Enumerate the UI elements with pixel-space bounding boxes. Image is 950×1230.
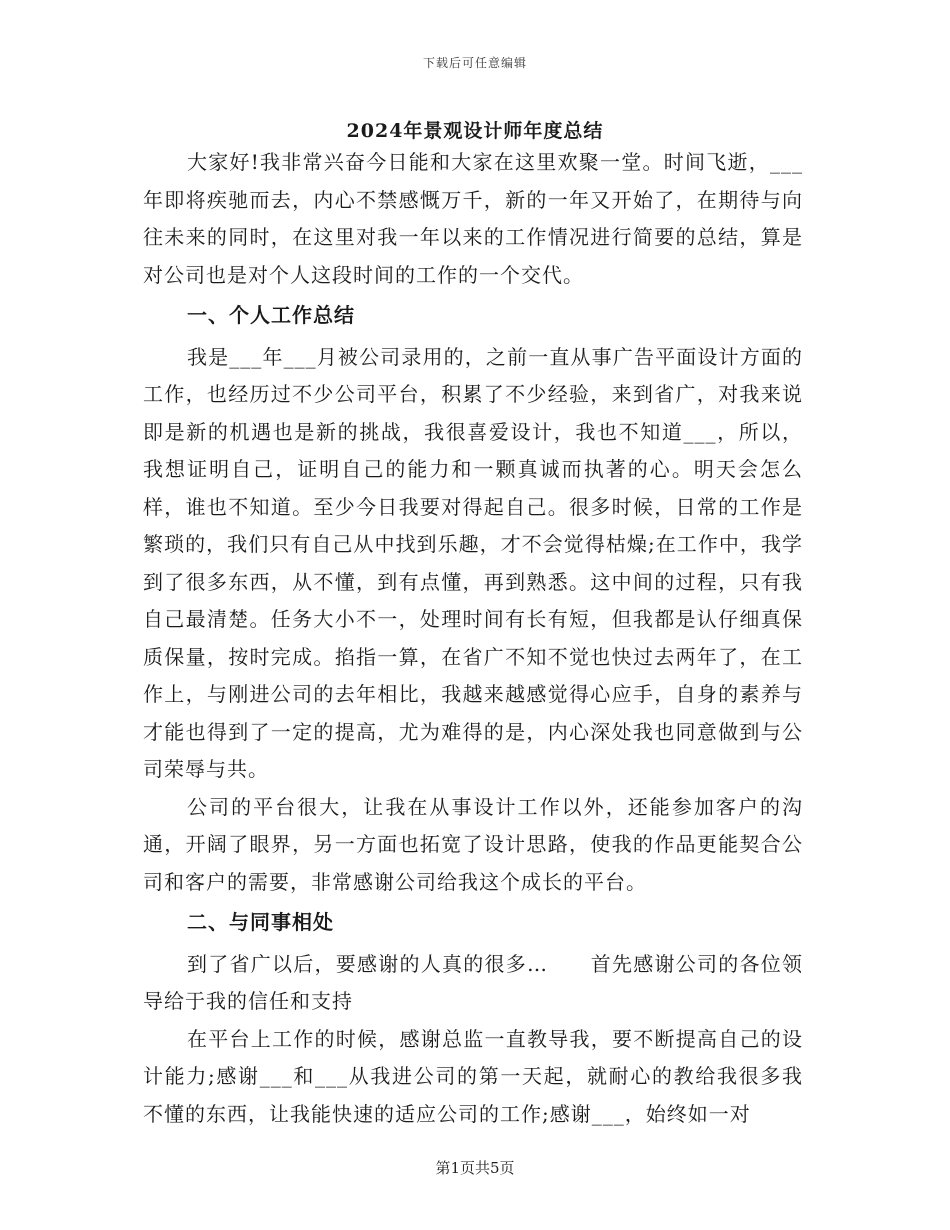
section-heading-personal-summary: 一、个人工作总结: [187, 303, 355, 327]
paragraph-personal-work: 我是___年___月被公司录用的，之前一直从事广告平面设计方面的工作，也经历过不少公司平台，积累了不少经验，来到省广，对我来说即是新的机遇也是新的挑战，我很喜爱设计，我也不知道___，所以，我想证明自己，证明自己的能力和一颗真诚而执著的心。明天会怎么样，谁也不知道。至少今日我要对得起自己。很多时候，日常的工作是繁琐的，我们只有自己从中找到乐趣，才不会觉得枯燥;在工作中，我学到了很多东西，从不懂，到有点懂，再到熟悉。这中间的过程，只有我自己最清楚。任务大小不一，处理时间有长有短，但我都是认仔细真保质保量，按时完成。掐指一算，在省广不知不觉也快过去两年了，在工作上，与刚进公司的去年相比，我越来越感觉得心应手，自身的素养与才能也得到了一定的提高，尤为难得的是，内心深处我也同意做到与公司荣辱与共。: [143, 344, 803, 781]
section-heading-colleagues: 二、与同事相处: [187, 910, 334, 934]
document-body: [143, 144, 803, 1133]
document-title: 2024年景观设计师年度总结: [346, 120, 604, 142]
paragraph-intro: 大家好!我非常兴奋今日能和大家在这里欢聚一堂。时间飞逝，___年即将疾驰而去，内心不禁感慨万千，新的一年又开始了，在期待与向往未来的同时，在这里对我一年以来的工作情况进行简要的总结，算是对公司也是对个人这段时间的工作的一个交代。: [143, 150, 803, 287]
paragraph-thanks-colleagues: 在平台上工作的时候，感谢总监一直教导我，要不断提高自己的设计能力;感谢___和___从我进公司的第一天起，就耐心的教给我很多我不懂的东西，让我能快速的适应公司的工作;感谢___，始终如一对: [143, 1026, 803, 1126]
paragraph-company-platform: 公司的平台很大，让我在从事设计工作以外，还能参加客户的沟通，开阔了眼界，另一方面也拓宽了设计思路，使我的作品更能契合公司和客户的需要，非常感谢公司给我这个成长的平台。: [143, 794, 803, 894]
paragraph-thanks-leaders: 到了省广以后，要感谢的人真的很多… 首先感谢公司的各位领导给于我的信任和支持: [143, 951, 803, 1013]
page-number-footer: 第1页共5页: [435, 1159, 515, 1177]
page-header-note: 下载后可任意编辑: [422, 56, 527, 70]
